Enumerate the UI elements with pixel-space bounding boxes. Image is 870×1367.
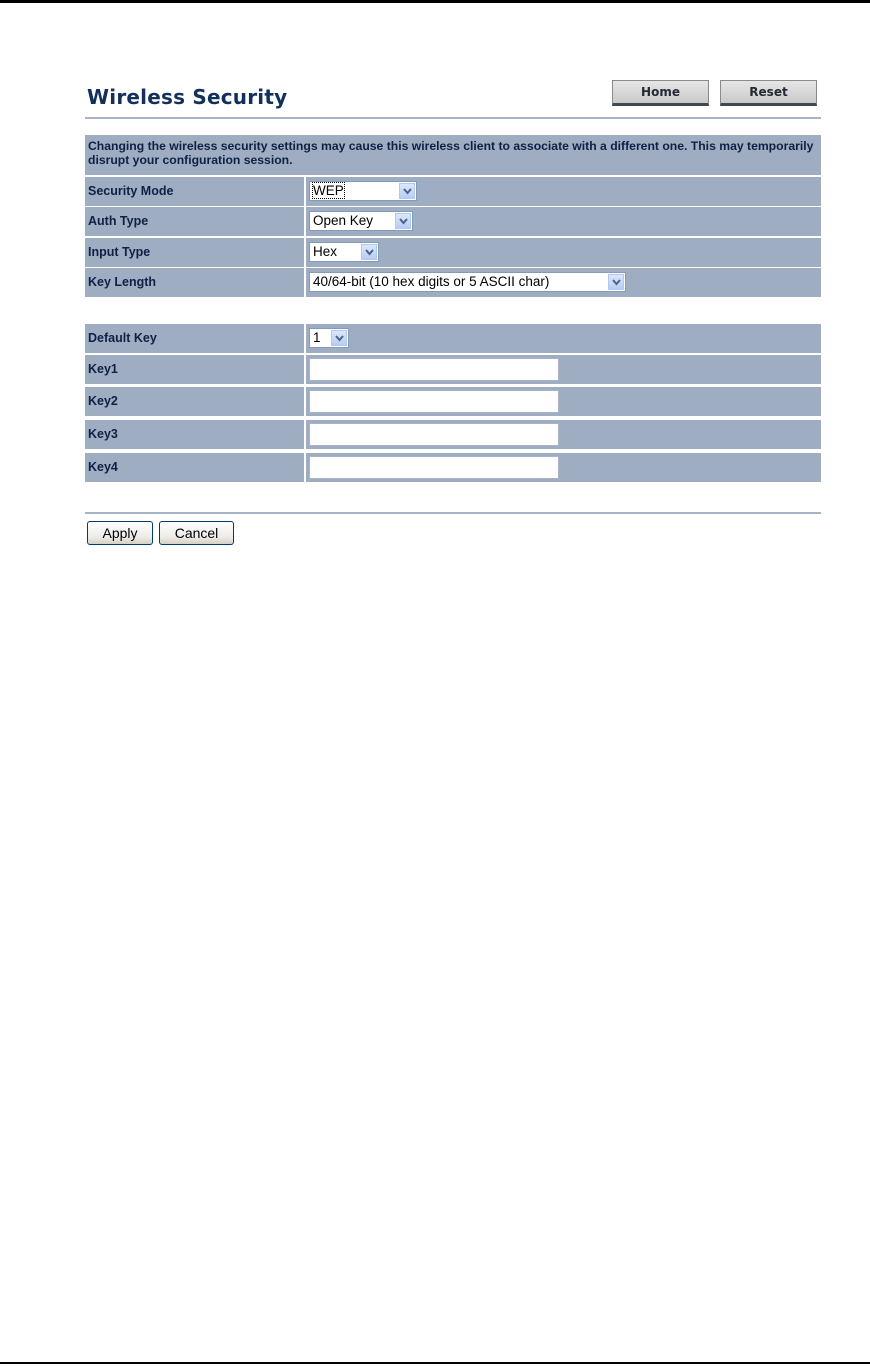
default-key-cell [306, 324, 821, 353]
auth-type-select[interactable] [309, 211, 413, 231]
chevron-down-icon[interactable] [608, 274, 624, 290]
key3-cell [306, 420, 821, 449]
cancel-button[interactable]: Cancel [159, 521, 234, 545]
home-button[interactable]: Home [612, 80, 709, 106]
key1-label: Key1 [85, 355, 304, 384]
security-mode-row [85, 177, 821, 206]
key2-label: Key2 [85, 387, 304, 416]
auth-type-value: Open Key [313, 213, 374, 228]
key-length-cell [306, 268, 821, 297]
key2-input[interactable] [309, 390, 559, 413]
input-type-select[interactable] [309, 242, 379, 262]
key3-label: Key3 [85, 420, 304, 449]
page-title: Wireless Security [87, 85, 288, 109]
key-length-select[interactable] [309, 272, 626, 292]
key2-row [85, 387, 821, 416]
bottom-page-rule [0, 1362, 870, 1364]
key1-input[interactable] [309, 358, 559, 381]
form-divider [85, 512, 821, 514]
default-key-label: Default Key [85, 324, 304, 353]
default-key-row [85, 324, 821, 353]
apply-button[interactable]: Apply [87, 521, 153, 545]
key1-cell [306, 355, 821, 384]
key-length-row [85, 268, 821, 297]
title-divider [85, 117, 821, 119]
key4-row [85, 453, 821, 482]
input-type-row [85, 238, 821, 267]
security-notice: Changing the wireless security settings may cause this wireless client to associate with a different one. This may temporarily disrupt your configuration session. [85, 135, 821, 175]
auth-type-cell [306, 207, 821, 236]
chevron-down-icon[interactable] [395, 213, 411, 229]
key3-input[interactable] [309, 423, 559, 446]
security-mode-select[interactable] [309, 181, 417, 201]
security-mode-label: Security Mode [85, 177, 304, 206]
security-mode-value: WEP [313, 183, 344, 198]
key4-input[interactable] [309, 456, 559, 479]
key4-label: Key4 [85, 453, 304, 482]
reset-button[interactable]: Reset [720, 80, 817, 106]
input-type-value: Hex [313, 244, 338, 259]
input-type-label: Input Type [85, 238, 304, 267]
default-key-value: 1 [313, 330, 321, 345]
key1-row [85, 355, 821, 384]
default-key-select[interactable] [309, 328, 349, 348]
chevron-down-icon[interactable] [331, 330, 347, 346]
key2-cell [306, 387, 821, 416]
chevron-down-icon[interactable] [361, 244, 377, 260]
key4-cell [306, 453, 821, 482]
key-length-label: Key Length [85, 268, 304, 297]
security-mode-cell [306, 177, 821, 206]
key-length-value: 40/64-bit (10 hex digits or 5 ASCII char) [313, 274, 550, 289]
key3-row [85, 420, 821, 449]
auth-type-row [85, 207, 821, 236]
input-type-cell [306, 238, 821, 267]
top-page-rule [0, 0, 870, 3]
auth-type-label: Auth Type [85, 207, 304, 236]
chevron-down-icon[interactable] [399, 183, 415, 199]
